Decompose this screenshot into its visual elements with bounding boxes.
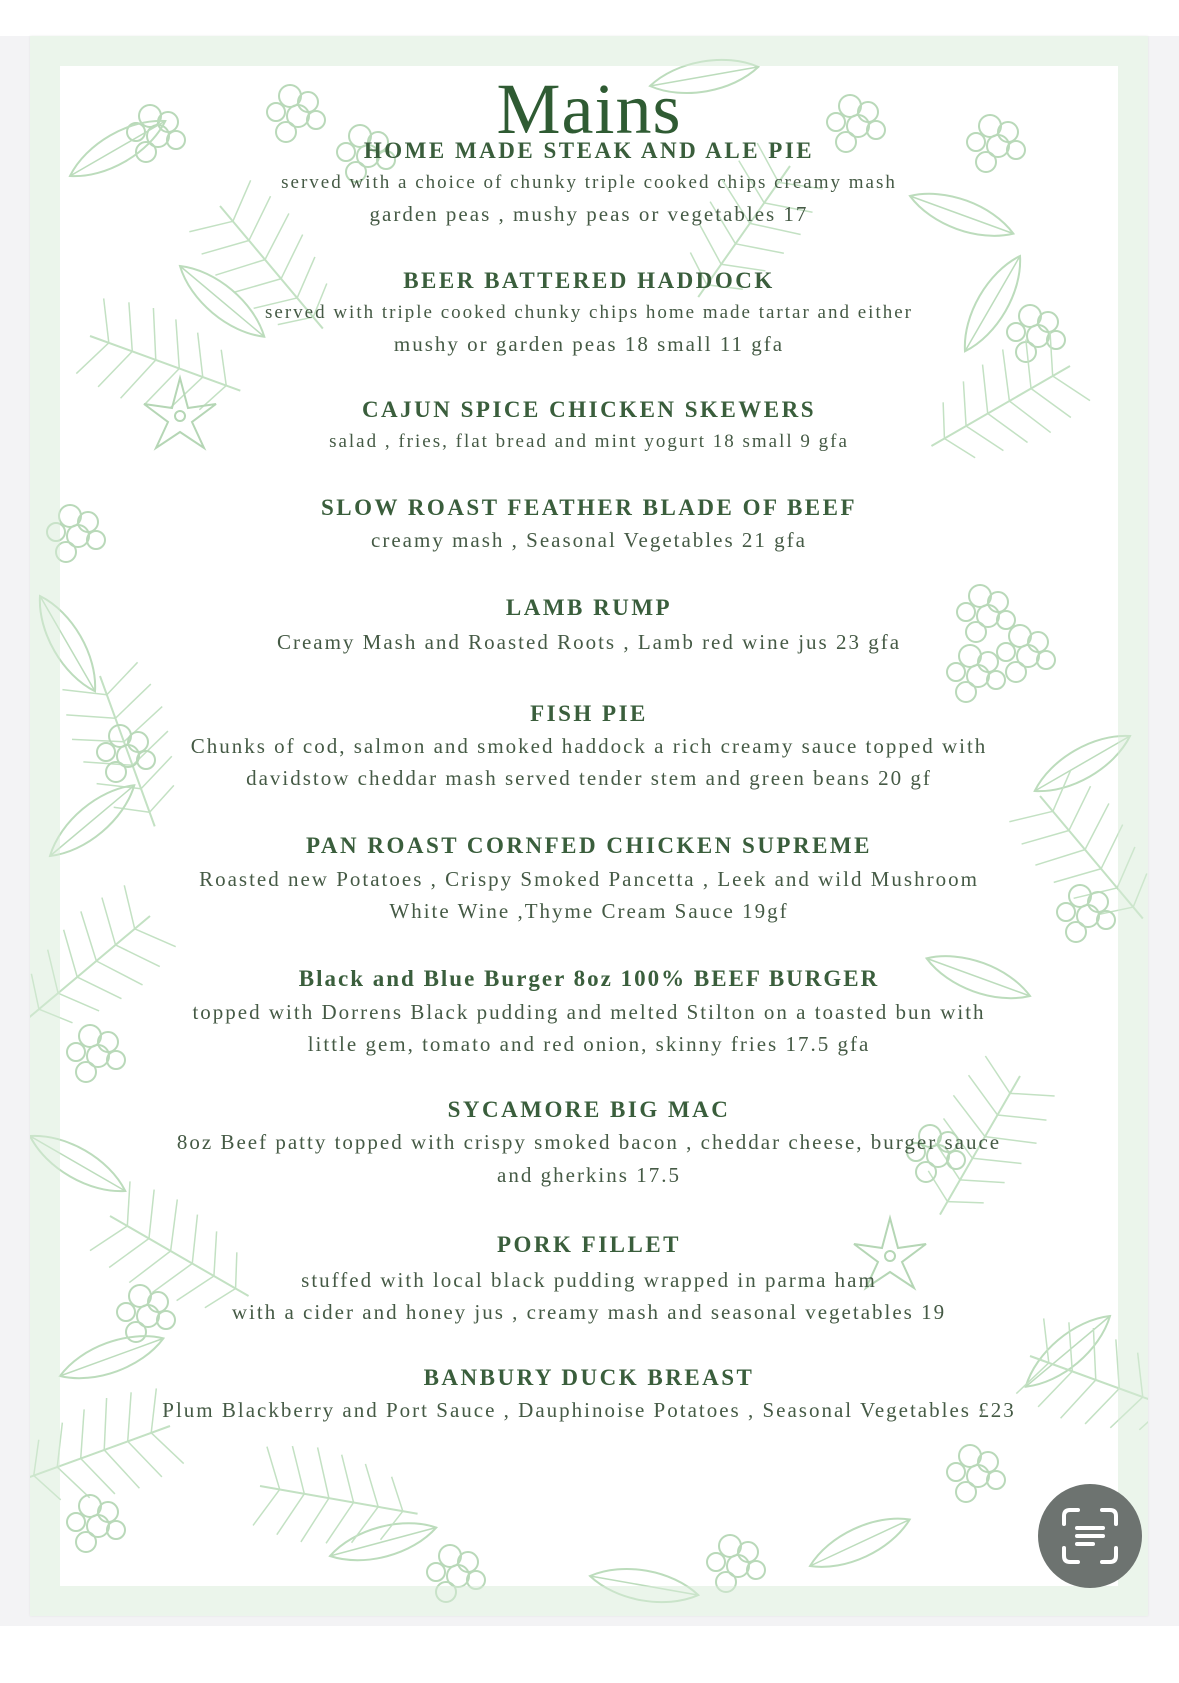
dish-name: LAMB RUMP <box>505 595 673 620</box>
dish-description: stuffed with local black pudding wrapped in parma ham <box>301 1268 877 1292</box>
dish-description: Roasted new Potatoes , Crispy Smoked Pancetta , Leek and wild Mushroom <box>199 867 979 891</box>
dish-name: Black and Blue Burger 8oz 100% BEEF BURGER <box>298 966 880 991</box>
dish-description: little gem, tomato and red onion, skinny fries 17.5 gfa <box>307 1032 871 1056</box>
dish-description: Creamy Mash and Roasted Roots , Lamb red wine jus 23 gfa <box>276 630 902 654</box>
dish-description: White Wine ,Thyme Cream Sauce 19gf <box>389 899 789 923</box>
dish-description: Chunks of cod, salmon and smoked haddock a rich creamy sauce topped with <box>190 734 988 758</box>
dish-name: CAJUN SPICE CHICKEN SKEWERS <box>361 397 817 422</box>
dish-name: SYCAMORE BIG MAC <box>447 1097 731 1122</box>
top-margin <box>0 0 1179 36</box>
page-title: Mains <box>496 69 682 149</box>
dish-name: PORK FILLET <box>496 1232 682 1257</box>
dish-name: HOME MADE STEAK AND ALE PIE <box>363 138 815 163</box>
dish-description: with a cider and honey jus , creamy mash and seasonal vegetables 19 <box>231 1300 947 1324</box>
dish-description: garden peas , mushy peas or vegetables 17 <box>369 202 809 226</box>
dish-description: and gherkins 17.5 <box>497 1163 681 1187</box>
dish-description: Plum Blackberry and Port Sauce , Dauphinoise Potatoes , Seasonal Vegetables £23 <box>162 1398 1016 1422</box>
dish-description: davidstow cheddar mash served tender stem and green beans 20 gf <box>246 766 932 790</box>
dish-description: topped with Dorrens Black pudding and melted Stilton on a toasted bun with <box>192 1000 986 1024</box>
dish-description: served with a choice of chunky triple cooked chips creamy mash <box>281 172 897 193</box>
menu-content <box>30 36 1148 1616</box>
dish-name: BEER BATTERED HADDOCK <box>403 268 775 293</box>
dish-description: served with triple cooked chunky chips home made tartar and either <box>265 302 913 323</box>
dish-description: creamy mash , Seasonal Vegetables 21 gfa <box>371 528 807 552</box>
menu-page <box>30 36 1148 1616</box>
visual-lookup-button[interactable] <box>1038 1484 1142 1588</box>
dish-description: salad , fries, flat bread and mint yogurt 18 small 9 gfa <box>329 431 849 452</box>
visual-lookup-scan-icon <box>1060 1506 1120 1566</box>
dish-name: BANBURY DUCK BREAST <box>423 1365 755 1390</box>
dish-description: mushy or garden peas 18 small 11 gfa <box>393 332 785 356</box>
dish-description: 8oz Beef patty topped with crispy smoked bacon , cheddar cheese, burger sauce <box>176 1130 1002 1154</box>
bottom-margin <box>0 1626 1179 1683</box>
dish-name: PAN ROAST CORNFED CHICKEN SUPREME <box>306 833 872 858</box>
dish-name: FISH PIE <box>530 701 648 726</box>
dish-name: SLOW ROAST FEATHER BLADE OF BEEF <box>320 495 858 520</box>
